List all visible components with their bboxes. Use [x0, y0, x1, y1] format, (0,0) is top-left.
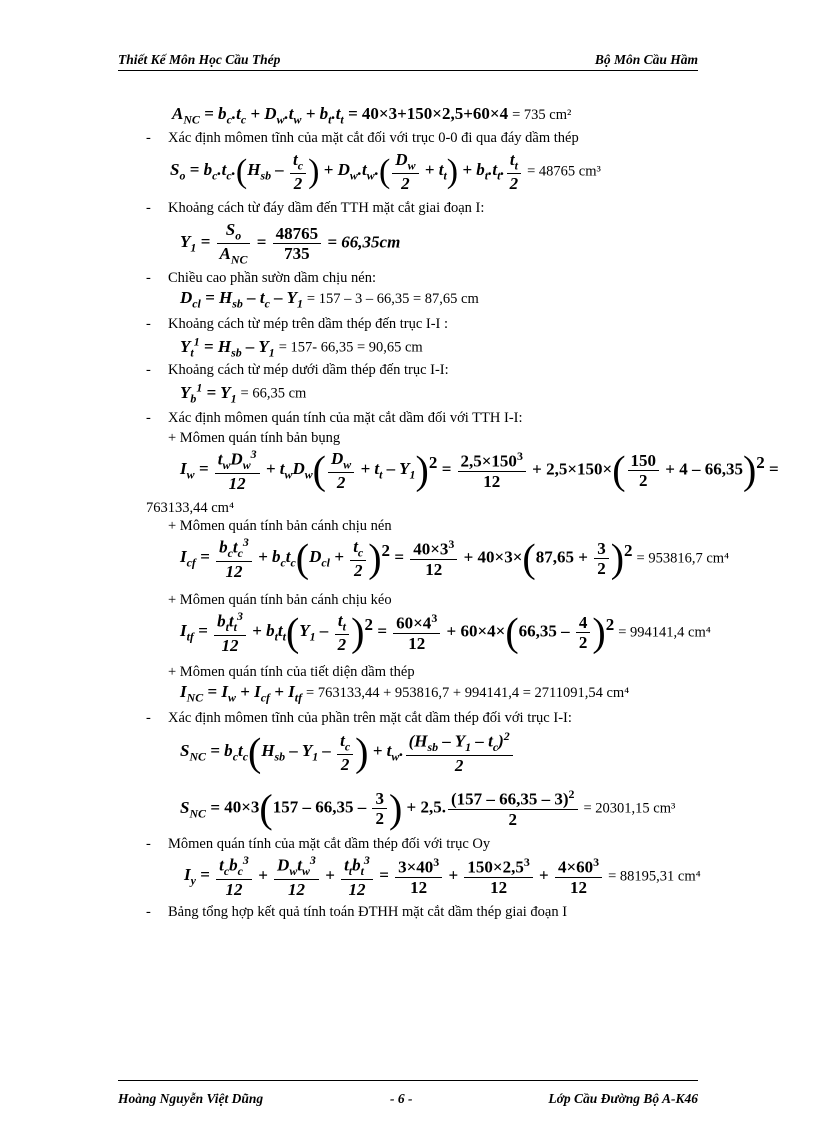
iy-text: Mômen quán tính của mặt cắt dầm thép đối với trục Oy — [168, 836, 491, 852]
bullet: - — [146, 836, 151, 852]
bullet: - — [146, 410, 151, 426]
inc-label: + Mômen quán tính của tiết diện dầm thép — [168, 664, 415, 680]
footer-class: Lớp Cầu Đường Bộ A-K46 — [548, 1091, 698, 1106]
snc-text: Xác định mômen tĩnh của phần trên mặt cắt dầm thép đối với trục I-I: — [168, 710, 572, 726]
header-title: Thiết Kế Môn Học Cầu Thép — [118, 52, 281, 67]
dcl-text: Chiều cao phần sườn dầm chịu nén: — [168, 270, 377, 286]
bullet: - — [146, 316, 151, 332]
footer-author: Hoàng Nguyễn Việt Dũng — [118, 1091, 264, 1106]
bullet: - — [146, 904, 151, 920]
dcl-result: = 157 – 3 – 66,35 = 87,65 cm — [306, 291, 479, 307]
icf-result: = 953816,7 cm⁴ — [636, 550, 730, 567]
yt-text: Khoảng cách từ mép trên dầm thép đến trục I-I : — [168, 316, 449, 332]
icf-label: + Mômen quán tính bản cánh chịu nén — [168, 518, 392, 534]
inertia-text: Xác định mômen quán tính của mặt cắt dầm đối với TTH I-I: — [168, 410, 523, 426]
bullet: - — [146, 200, 151, 216]
page-footer — [118, 1080, 698, 1107]
bullet: - — [146, 130, 151, 146]
page-header — [118, 50, 698, 71]
inc-result: = 763133,44 + 953816,7 + 994141,4 = 2711091,54 cm⁴ — [306, 685, 630, 701]
yb-result: = 66,35 cm — [240, 385, 307, 402]
formula-itf: $I_{tf}$ = $\frac{b_tt_t^3}{12}$ + $b_tt_t(Y_1$ – $\frac{t_t}{2}$ )$^2$ = $\frac{60\times 4^3}{12}$ + 60×4×(66,35 – $\frac{4}{2}$ )$^2$ = 994141,4 cm⁴ — [180, 609, 711, 655]
bullet: - — [146, 362, 151, 378]
iy-result: = 88195,31 cm⁴ — [608, 868, 701, 885]
yt-result: = 157- 66,35 = 90,65 cm — [278, 339, 423, 356]
formula-anc: $A_{NC} = b_c.t_c + D_w.t_w + b_t.t_t = 40\times 3+150\times 2,5+60\times 4 = 735$ cm² — [172, 104, 572, 127]
formula-snc-numeric: $S_{NC} = 40\times 3(157 - 66,35$ – $\frac{3}{2}$ ) + 2,5. $\frac{(157 - 66,35 - 3)^2}{2}$ = 20301,15 cm³ — [180, 785, 676, 831]
yb-text: Khoảng cách từ mép dưới dầm thép đến trục I-I: — [168, 362, 449, 378]
formula-yt: $Y_t^1 = H_{sb} - Y_1 = 157-$ 66,35 = 90,65 cm — [180, 334, 423, 360]
s0-result: = 48765 cm³ — [527, 163, 601, 180]
footer-page-number: - 6 - — [390, 1091, 413, 1106]
formula-dcl: $D_{cl} = H_{sb} - t_c - Y_1 = 157 - 3 - 66,35 = 87,65$ cm — [180, 288, 479, 311]
formula-icf: $I_{cf}$ = $\frac{b_ct_c^3}{12}$ + $b_ct_c(D_{cl}$ + $\frac{t_c}{2}$ )$^2$ = $\frac{40\times 3^3}{12}$ + 40×3×(87,65 + $\frac{3}{2}$ )$^2$ = 953816,7 cm⁴ — [180, 535, 730, 581]
iw-label: + Mômen quán tính bản bụng — [168, 430, 341, 446]
itf-result: = 994141,4 cm⁴ — [618, 624, 711, 641]
header-department: Bộ Môn Cầu Hầm — [594, 52, 698, 67]
y1-text: Khoảng cách từ đáy dầm đến TTH mặt cắt giai đoạn I: — [168, 200, 485, 216]
snc-result: = 20301,15 cm³ — [583, 800, 676, 817]
formula-inc: $I_{NC} = I_w + I_{cf} + I_{tf} = 763133,44 + 953816,7 + 994141,4 = 2711091,54$ cm⁴ — [180, 682, 630, 705]
anc-result: = 735 cm² — [512, 107, 572, 123]
formula-snc: $S_{NC} = b_ct_c(H_{sb} - Y_1$ – $\frac{t_c}{2}$ ) + $t_w$. $\frac{(H_{sb} - Y_1 - t_c)^2}{2}$ — [180, 730, 515, 775]
s0-text: Xác định mômen tĩnh của mặt cắt đối với trục 0-0 đi qua đáy dầm thép — [168, 130, 579, 146]
formula-iy: $I_y$ = $\frac{t_cb_c^3}{12}$ + $\frac{D_wt_w^3}{12}$ + $\frac{t_tb_t^3}{12}$ = $\frac{3\times 40^3}{12}$ + $\frac{150\times 2,5^3}{12}$ + $\frac{4\times 60^3}{12}$ = 88195,31 cm⁴ — [184, 853, 701, 899]
table-text: Bảng tổng hợp kết quả tính toán ĐTHH mặt cắt dầm thép giai đoạn I — [168, 904, 568, 920]
formula-s0: $S_o = b_c.t_c.(H_{sb}$ – $\frac{t_c}{2}$ ) + $D_w.t_w$.( $\frac{D_w}{2}$ + $t_t) + b_t.t_t$. $\frac{t_t}{2}$ = 48765 cm³ — [170, 150, 601, 194]
formula-y1: $Y_1$ = $\frac{S_o}{A_{NC}}$ = $\frac{48765}{735}$ = 66,35cm — [180, 220, 401, 267]
formula-iw: $I_w$ = $\frac{t_wD_w^3}{12}$ + $t_wD_w$( $\frac{D_w}{2}$ + $t_t - Y_1)^2$ = $\frac{2,5\times 150^3}{12}$ + 2,5×150×( $\frac{150}{2}$ + 4 – 66,35)$^2$ = — [180, 447, 779, 493]
bullet: - — [146, 270, 151, 286]
itf-label: + Mômen quán tính bản cánh chịu kéo — [168, 592, 392, 608]
iw-result: 763133,44 cm⁴ — [146, 500, 235, 516]
formula-yb: $Y_b^1 = Y_1 = 66,35$ cm — [180, 380, 307, 406]
bullet: - — [146, 710, 151, 726]
